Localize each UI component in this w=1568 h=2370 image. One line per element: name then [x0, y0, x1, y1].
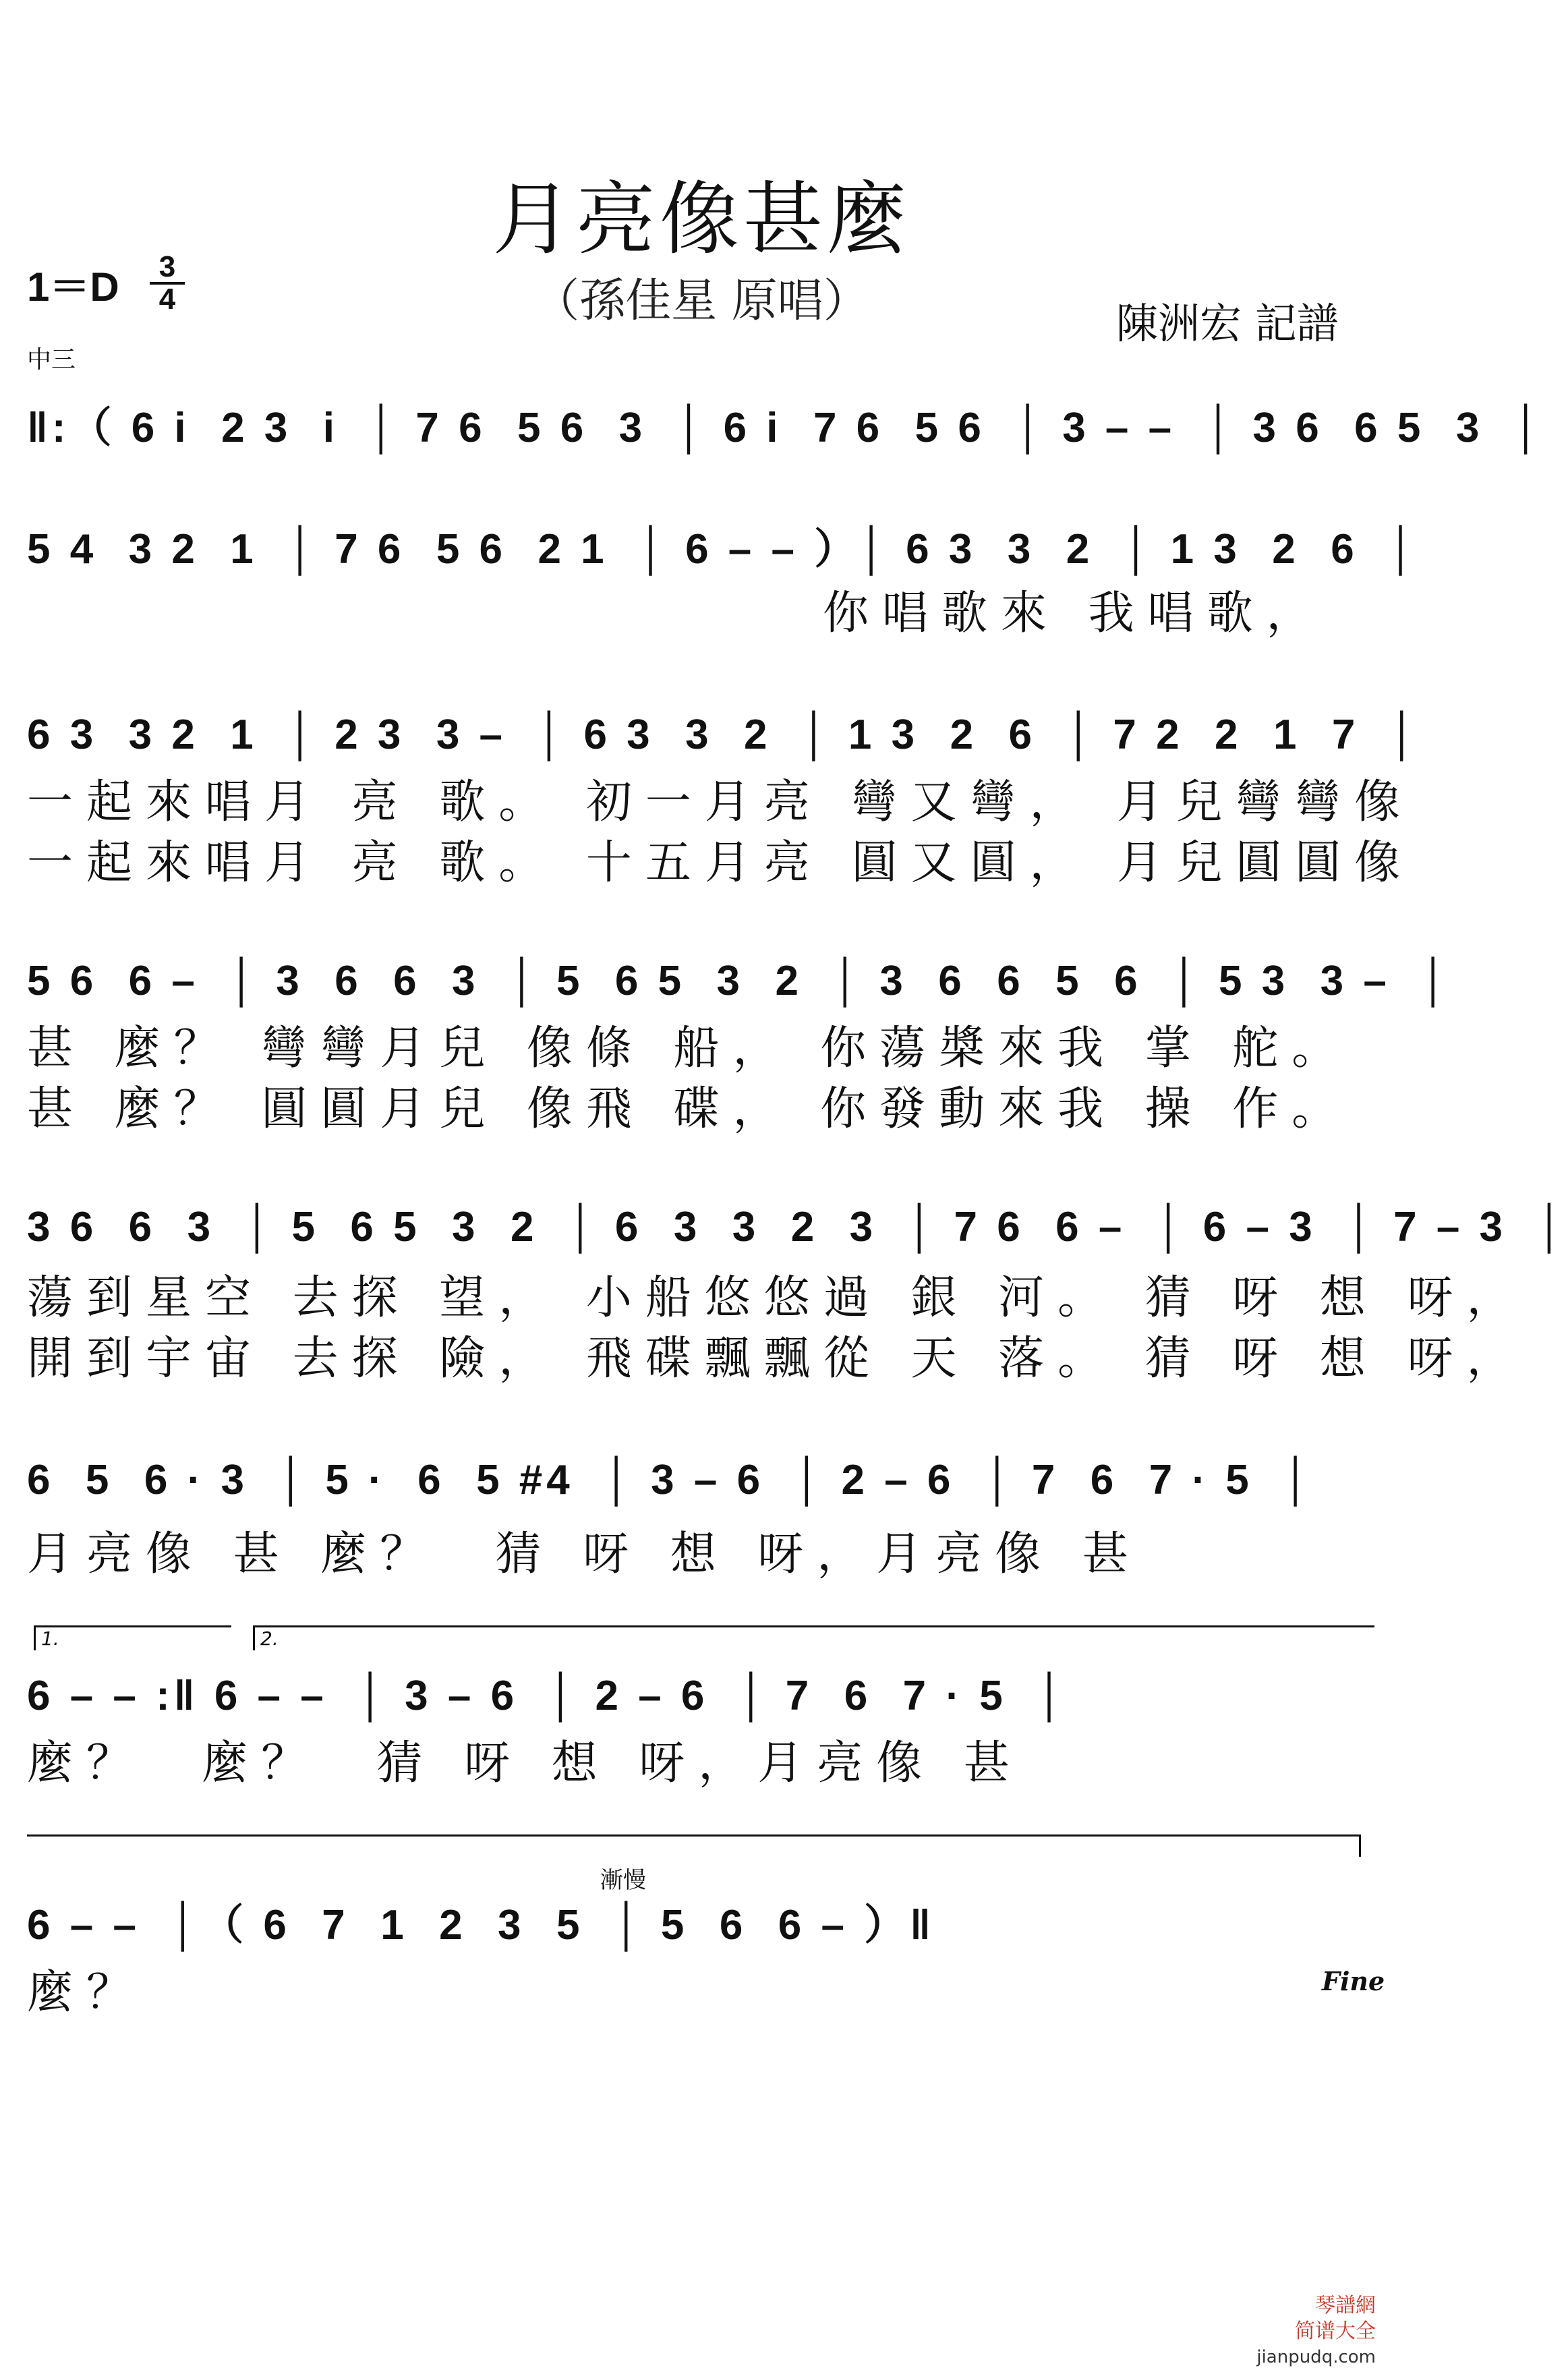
- tempo-mark: 漸慢: [600, 1867, 646, 1894]
- lyric-line: 月亮像 甚 麼？ 猜 呀 想 呀，月亮像 甚: [27, 1528, 1142, 1581]
- lyric-line: 蕩到星空 去探 望， 小船悠悠過 銀 河。 猜 呀 想 呀，: [27, 1271, 1526, 1325]
- watermark-site-name: 简谱大全: [1295, 2319, 1376, 2343]
- notation-line: 5 4 3 2 1 │ 7 6 5 6 2 1 │ 6 – – ）│ 6 3 3 2 │ 1 3 2 6 │: [27, 526, 1420, 573]
- lyric-line: 你唱歌來 我唱歌，: [823, 587, 1326, 640]
- watermark-brand: 琴譜網: [1315, 2294, 1376, 2317]
- time-signature: [150, 250, 185, 316]
- lyric-line: 麼？ 麼？ 猜 呀 想 呀，月亮像 甚: [27, 1737, 1023, 1790]
- lyric-line: 甚 麼？ 彎彎月兒 像條 船， 你蕩槳來我 掌 舵。: [27, 1022, 1352, 1075]
- lyric-line: 一起來唱月 亮 歌。 初一月亮 彎又彎， 月兒彎彎像: [27, 776, 1414, 829]
- notation-line: 6 3 3 2 1 │ 2 3 3 – │ 6 3 3 2 │ 1 3 2 6 │ 7 2 2 1 7 │: [27, 712, 1421, 758]
- notation-line: 5 6 6 – │ 3 6 6 3 │ 5 6 5 3 2 │ 3 6 6 5 6 │ 5 3 3 – │: [27, 958, 1453, 1004]
- second-ending-label: 2.: [260, 1627, 279, 1650]
- notation-line: 6 5 6 · 3 │ 5 · 6 5 #4 │ 3 – 6 │ 2 – 6 │ 7 6 7 · 5 │: [27, 1457, 1314, 1503]
- time-signature-top: 3: [158, 250, 176, 283]
- page-title: 月亮像甚麼: [492, 173, 910, 266]
- first-ending-label: 1.: [41, 1627, 59, 1650]
- lyric-line: 麼？: [27, 1966, 146, 2019]
- notation-line: 3 6 6 3 │ 5 6 5 3 2 │ 6 3 3 2 3 │ 7 6 6 – │ 6 – 3 │ 7 – 3 │: [27, 1204, 1568, 1250]
- instrument-label: 中三: [27, 346, 76, 374]
- subtitle: （孫佳星 原唱）: [533, 274, 869, 328]
- time-signature-bottom: 4: [158, 283, 176, 316]
- watermark-url: jianpudq.com: [1256, 2347, 1376, 2367]
- ending-bracket: [27, 1834, 1361, 1857]
- first-ending-bracket: [34, 1625, 231, 1650]
- lyric-line: 開到宇宙 去探 險， 飛碟飄飄從 天 落。 猜 呀 想 呀，: [27, 1332, 1526, 1385]
- arranger-credit: 陳洲宏 記譜: [1116, 299, 1339, 348]
- key-signature: 1＝D: [27, 264, 119, 310]
- second-ending-bracket: [253, 1625, 1374, 1650]
- fine-mark: Fine: [1322, 1966, 1385, 1996]
- site-watermark: [1256, 2293, 1376, 2370]
- notation-line: 6 – – │（ 6 7 1 2 3 5 │ 5 6 6 – ）‖: [27, 1902, 935, 1948]
- notation-line: ‖:（ 6 i 2 3 i │ 7 6 5 6 3 │ 6 i 7 6 5 6 │ 3 – – │ 3 6 6 5 3 │: [27, 405, 1545, 451]
- notation-line: 6 – – :‖ 6 – – │ 3 – 6 │ 2 – 6 │ 7 6 7 · 5 │: [27, 1673, 1068, 1719]
- lyric-line: 甚 麼？ 圓圓月兒 像飛 碟， 你發動來我 操 作。: [27, 1082, 1352, 1136]
- lyric-line: 一起來唱月 亮 歌。 十五月亮 圓又圓， 月兒圓圓像: [27, 836, 1414, 890]
